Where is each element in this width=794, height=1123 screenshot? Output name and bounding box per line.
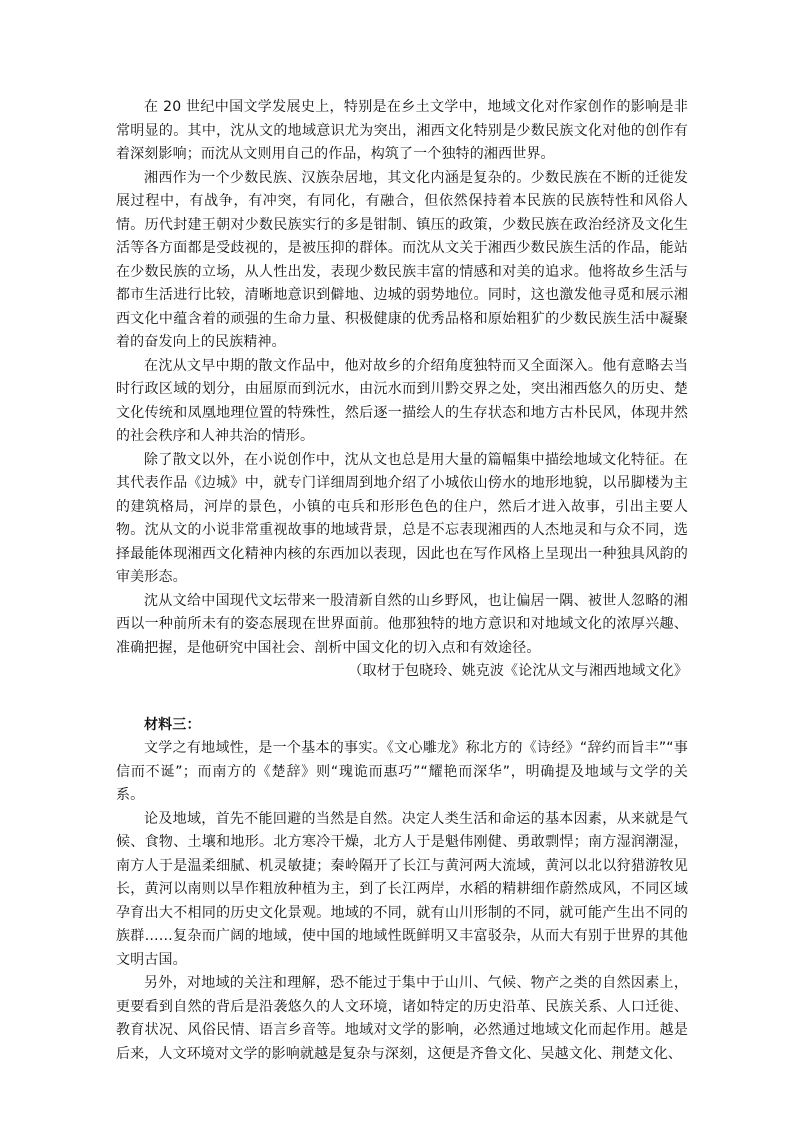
paragraph: 沈从文给中国现代文坛带来一股清新自然的山乡野风，也让偏居一隅、被世人忽略的湘西以一种前所未有的姿态展现在世界面前。他那独特的地方意识和对地域文化的浓厚兴趣、准确把握，是他研究中国社会、剖析中国文化的切入点和有效途径。 [116, 592, 688, 656]
paragraph: 另外，对地域的关注和理解，恐不能过于集中于山川、气候、物产之类的自然因素上，更要看到自然的背后是沿袭悠久的人文环境，诸如特定的历史沿革、民族关系、人口迁徙、教育状况、风俗民情、语言乡音等。地域对文学的影响，必然通过地域文化而起作用。越是后来，人文环境对文学的影响就越是复杂与深刻，这便是齐鲁文化、吴越文化、荆楚文化、 [116, 975, 688, 1062]
paragraph: 在 20 世纪中国文学发展史上，特别是在乡土文学中，地域文化对作家创作的影响是非常明显的。其中，沈从文的地域意识尤为突出，湘西文化特别是少数民族文化对他的创作有着深刻影响；而沈从文则用自己的作品，构筑了一个独特的湘西世界。 [116, 99, 688, 162]
paragraph: 在沈从文早中期的散文作品中，他对故乡的介绍角度独特而又全面深入。他有意略去当时行政区域的划分，由屈原而到沅水，由沅水而到川黔交界之处，突出湘西悠久的历史、楚文化传统和凤凰地理位置的特殊性，然后逐一描绘人的生存状态和地方古朴民风，体现井然的社会秩序和人神共治的情形。 [116, 357, 688, 444]
paragraph: 湘西作为一个少数民族、汉族杂居地，其文化内涵是复杂的。少数民族在不断的迁徙发展过程中，有战争，有冲突，有同化，有融合，但依然保持着本民族的民族特性和风俗人情。历代封建王朝对少数民族实行的多是钳制、镇压的政策，少数民族在政治经济及文化生活等各方面都是受歧视的，是被压抑的群体。而沈从文关于湘西少数民族生活的作品，能站在少数民族的立场，从人性出发，表现少数民族丰富的情感和对美的追求。他将故乡生活与都市生活进行比较，清晰地意识到僻地、边城的弱势地位。同时，这也激发他寻觅和展示湘西文化中蕴含着的顽强的生命力量、积极健康的优秀品格和原始粗犷的少数民族生活中凝聚着的奋发向上的民族精神。 [116, 169, 688, 350]
paragraph: 论及地域，首先不能回避的当然是自然。决定人类生活和命运的基本因素，从来就是气候、食物、土壤和地形。北方寒冷干燥，北方人于是魁伟刚健、勇敢剽悍；南方湿润潮湿，南方人于是温柔细腻、机灵敏捷；秦岭隔开了长江与黄河两大流域，黄河以北以狩猎游牧见长，黄河以南则以旱作粗放种植为主，到了长江两岸，水稻的精耕细作蔚然成风，不同区域孕育出大不相同的历史文化景观。地域的不同，就有山川形制的不同，就可能产生出不同的族群……复杂而广阔的地域，使中国的地域性既鲜明又丰富驳杂，从而大有别于世界的其他文明古国。 [116, 810, 688, 968]
document-page [116, 96, 688, 1066]
section-heading: 材料三： [144, 716, 201, 733]
paragraph: 文学之有地域性，是一个基本的事实。《文心雕龙》称北方的《诗经》“辞约而旨丰”“事信而不诞”；而南方的《楚辞》则“瑰诡而惠巧”“耀艳而深华”，明确提及地域与文学的关系。 [116, 740, 688, 803]
paragraph: 除了散文以外，在小说创作中，沈从文也总是用大量的篇幅集中描绘地域文化特征。在其代表作品《边城》中，就专门详细周到地介绍了小城依山傍水的地形地貌，以吊脚楼为主的建筑格局，河岸的景色，小镇的屯兵和形形色色的住户，然后才进入故事，引出主要人物。沈从文的小说非常重视故事的地域背景，总是不忘表现湘西的人杰地灵和与众不同，选择最能体现湘西文化精神内核的东西加以表现，因此也在写作风格上呈现出一种独具风韵的审美形态。 [116, 451, 688, 585]
source-citation: （取材于包晓玲、姚克波《论沈从文与湘西地域文化》 [348, 663, 688, 679]
